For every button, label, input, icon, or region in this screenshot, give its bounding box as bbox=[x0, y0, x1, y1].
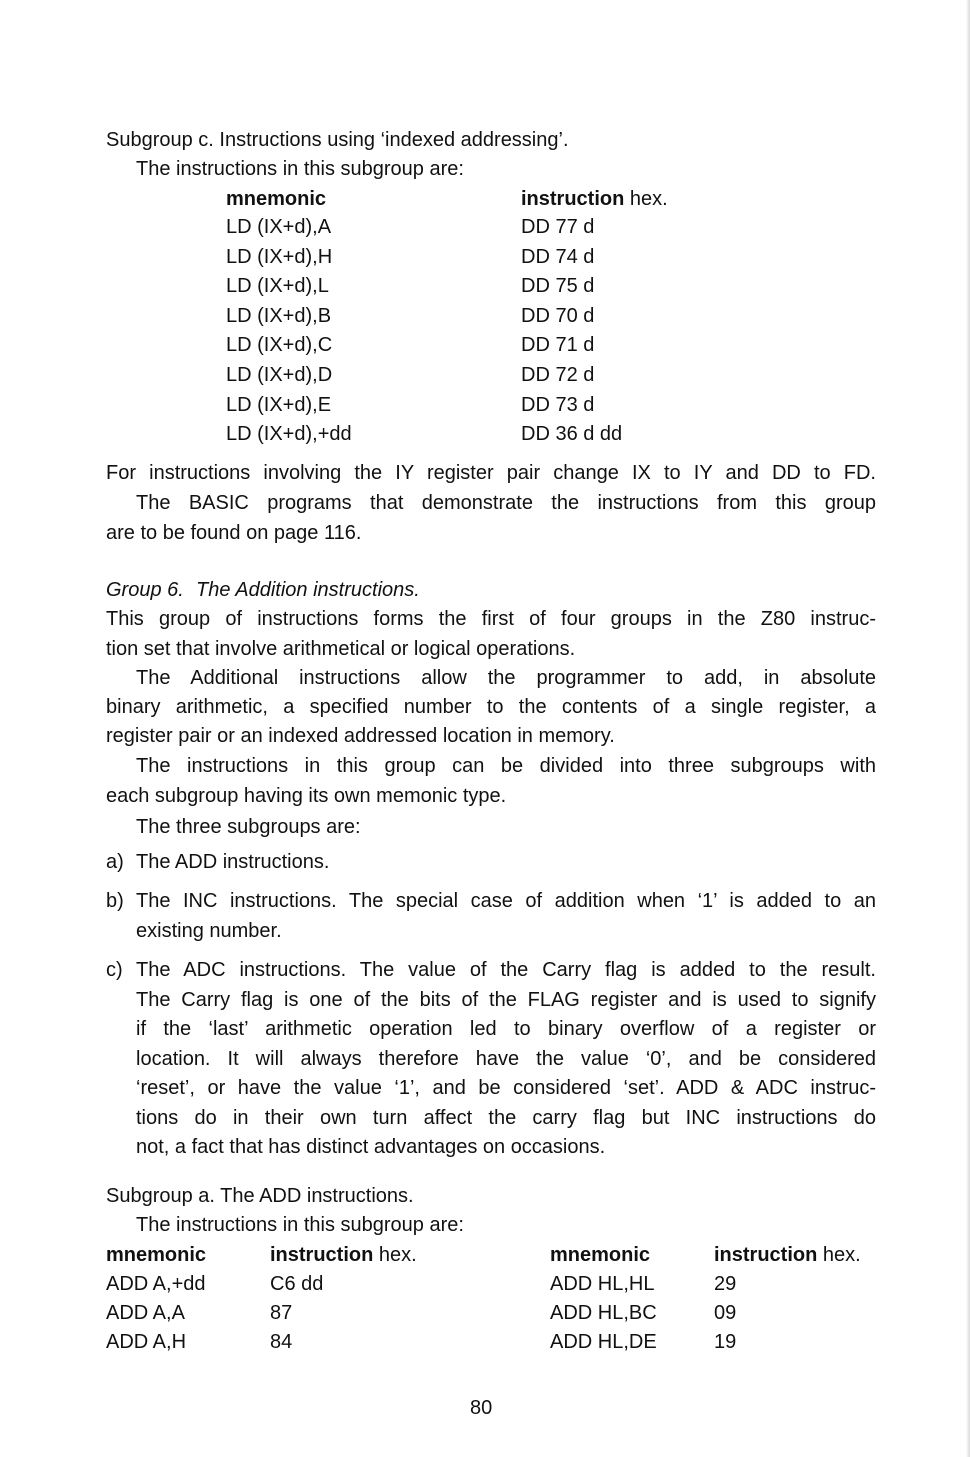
subgroup-c-row-hex: DD 74 d bbox=[521, 245, 595, 268]
list-item-c-line1: The ADC instructions. The value of the Carry flag is added to the result. bbox=[136, 959, 876, 981]
list-item-c-line6: tions do in their own turn affect the carry flag but INC instructions do bbox=[136, 1106, 876, 1129]
col-instruction-label-left: instruction bbox=[270, 1244, 374, 1266]
subgroup-a-left-row-hex: 87 bbox=[270, 1302, 293, 1324]
basic-programs-line2: are to be found on page 116. bbox=[106, 522, 362, 544]
group6-p2-line1: The Additional instructions allow the programmer to add, in absolute bbox=[136, 667, 876, 689]
group6-p1-line1: This group of instructions forms the first of four groups in the Z80 instruc- bbox=[106, 608, 876, 630]
page-number: 80 bbox=[470, 1397, 493, 1419]
list-marker-a: a) bbox=[106, 851, 124, 873]
iy-note: For instructions involving the IY register pair change IX to IY and DD to FD. bbox=[106, 462, 876, 484]
list-item-b-line2: existing number. bbox=[136, 919, 282, 942]
subgroup-a-right-row-mnemonic: ADD HL,BC bbox=[550, 1302, 657, 1324]
subgroup-c-row-hex: DD 70 d bbox=[521, 304, 595, 327]
subgroup-c-row-mnemonic: LD (IX+d),L bbox=[226, 275, 329, 298]
subgroup-a-right-row-hex: 09 bbox=[714, 1302, 737, 1324]
subgroup-c-heading: Subgroup c. Instructions using ‘indexed addressing’. bbox=[106, 129, 569, 151]
group6-p2-line2: binary arithmetic, a specified number to the contents of a single register, a bbox=[106, 696, 876, 718]
group6-p3-line2: each subgroup having its own memonic type. bbox=[106, 785, 507, 807]
list-item-b-line1: The INC instructions. The special case of addition when ‘1’ is added to an bbox=[136, 890, 876, 912]
subgroup-a-col-instruction-hex-left bbox=[270, 1243, 417, 1267]
subgroup-a-right-row-hex: 19 bbox=[714, 1331, 737, 1353]
subgroup-c-intro: The instructions in this subgroup are: bbox=[136, 158, 464, 180]
subgroup-a-left-row-mnemonic: ADD A,A bbox=[106, 1302, 185, 1324]
col-instruction-label: instruction bbox=[521, 188, 625, 210]
subgroup-a-right-row-mnemonic: ADD HL,DE bbox=[550, 1331, 657, 1353]
list-marker-b: b) bbox=[106, 890, 124, 912]
group6-p3-line1: The instructions in this group can be divided into three subgroups with bbox=[136, 755, 876, 777]
list-item-c bbox=[136, 956, 876, 1163]
subgroup-a-col-instruction-hex-right bbox=[714, 1243, 861, 1267]
subgroup-a-right-row-mnemonic: ADD HL,HL bbox=[550, 1273, 655, 1295]
subgroup-c-row-hex: DD 36 d dd bbox=[521, 423, 623, 446]
group6-p2-line3: register pair or an indexed addressed location in memory. bbox=[106, 725, 615, 747]
subgroup-a-right-row-hex: 29 bbox=[714, 1273, 737, 1295]
page-edge-shadow bbox=[966, 0, 970, 1457]
subgroup-a-left-row-mnemonic: ADD A,+dd bbox=[106, 1273, 206, 1295]
col-hex-label-right: hex. bbox=[817, 1244, 861, 1266]
subgroup-c-col-instruction-hex bbox=[521, 187, 668, 211]
subgroup-c-col-mnemonic: mnemonic bbox=[226, 188, 327, 210]
subgroup-c-row-hex: DD 73 d bbox=[521, 393, 595, 416]
subgroup-c-row-mnemonic: LD (IX+d),C bbox=[226, 334, 333, 357]
subgroup-a-col-mnemonic-left: mnemonic bbox=[106, 1244, 207, 1266]
list-item-c-line3: if the ‘last’ arithmetic operation led to binary overflow of a register or bbox=[136, 1018, 876, 1040]
subgroup-a-col-mnemonic-right: mnemonic bbox=[550, 1244, 651, 1266]
subgroup-a-intro: The instructions in this subgroup are: bbox=[136, 1214, 464, 1236]
subgroup-c-row-hex: DD 77 d bbox=[521, 216, 595, 238]
subgroup-c-row-hex: DD 72 d bbox=[521, 364, 595, 386]
basic-programs-line1: The BASIC programs that demonstrate the instructions from this group bbox=[136, 492, 876, 514]
subgroup-c-row-mnemonic: LD (IX+d),D bbox=[226, 364, 333, 386]
subgroup-c-row-mnemonic: LD (IX+d),A bbox=[226, 216, 332, 238]
list-item-c-line4: location. It will always therefore have the value ‘0’, and be considered bbox=[136, 1047, 876, 1070]
subgroup-c-row-mnemonic: LD (IX+d),+dd bbox=[226, 423, 352, 446]
list-item-c-line5: ‘reset’, or have the value ‘1’, and be considered ‘set’. ADD & ADC instruc- bbox=[136, 1077, 876, 1099]
subgroup-a-left-row-hex: C6 dd bbox=[270, 1273, 324, 1295]
subgroup-a-heading: Subgroup a. The ADD instructions. bbox=[106, 1185, 414, 1207]
list-item-a bbox=[136, 848, 876, 878]
group6-p4: The three subgroups are: bbox=[136, 816, 361, 838]
group6-p1-line2: tion set that involve arithmetical or logical operations. bbox=[106, 638, 576, 660]
subgroup-c-row-mnemonic: LD (IX+d),H bbox=[226, 245, 333, 268]
list-item-b bbox=[136, 887, 876, 946]
group6-label: Group 6. bbox=[106, 579, 184, 601]
list-item-a-line1: The ADD instructions. bbox=[136, 851, 330, 873]
list-item-c-line7: not, a fact that has distinct advantages on occasions. bbox=[136, 1136, 606, 1158]
col-instruction-label-right: instruction bbox=[714, 1244, 818, 1266]
list-marker-c: c) bbox=[106, 959, 123, 981]
subgroup-a-left-row-hex: 84 bbox=[270, 1331, 293, 1353]
subgroup-c-row-hex: DD 75 d bbox=[521, 275, 595, 298]
subgroup-c-row-mnemonic: LD (IX+d),E bbox=[226, 393, 332, 416]
col-hex-label-left: hex. bbox=[373, 1244, 417, 1266]
list-item-c-line2: The Carry flag is one of the bits of the FLAG register and is used to signify bbox=[136, 988, 876, 1011]
col-hex-label: hex. bbox=[624, 188, 668, 210]
subgroup-a-left-row-mnemonic: ADD A,H bbox=[106, 1331, 187, 1353]
subgroup-c-row-hex: DD 71 d bbox=[521, 334, 595, 357]
subgroup-c-row-mnemonic: LD (IX+d),B bbox=[226, 304, 332, 327]
group6-title: The Addition instructions. bbox=[196, 579, 420, 601]
